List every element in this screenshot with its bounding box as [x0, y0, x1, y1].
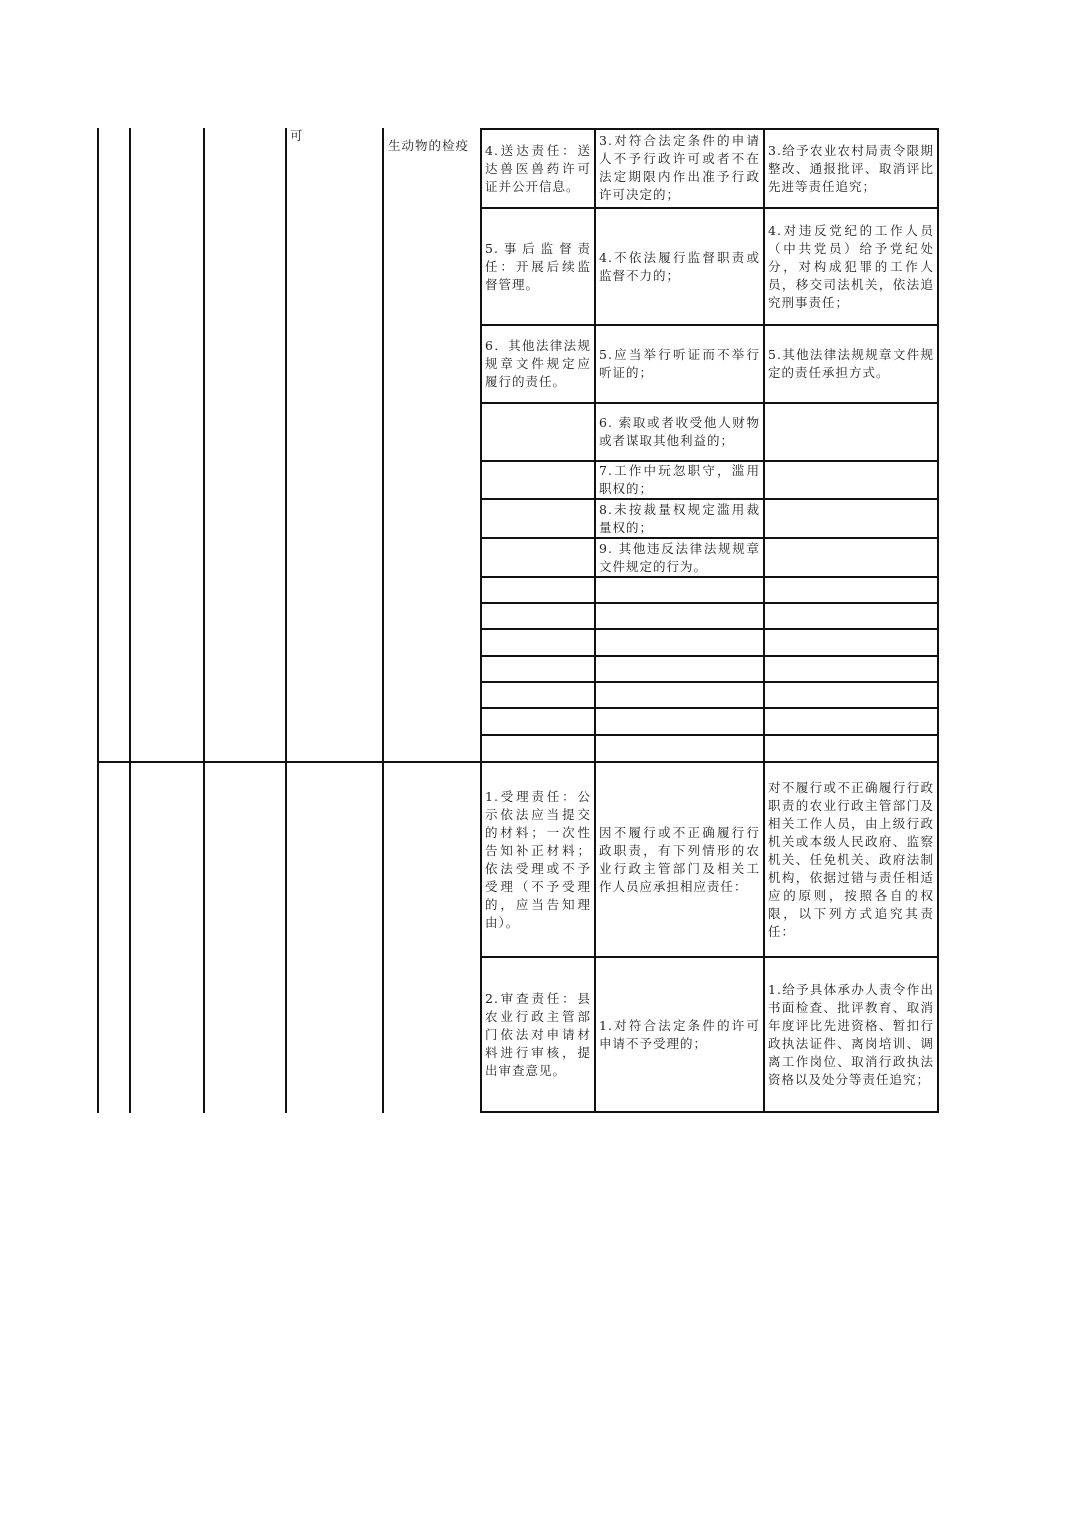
- s1-r3-duty: 6．其他法律法规规章文件规定应履行的责任。: [485, 338, 591, 389]
- s1-line-e6: [480, 734, 938, 736]
- s1-r6-case: 8.未按裁量权规定滥用裁量权的；: [599, 501, 760, 535]
- s1-r4-case: 6. 索取或者收受他人财物或者谋取其他利益的；: [599, 415, 760, 448]
- s1-r2-duty: 5.事后监督责任：开展后续监督管理。: [485, 240, 591, 292]
- col4-fragment: 可: [290, 128, 304, 143]
- s1-line-e1: [480, 602, 938, 604]
- s2-bottom-line: [480, 1111, 938, 1113]
- s1-r3-case: 5.应当举行听证而不举行听证的；: [599, 347, 760, 380]
- s1-line-e5: [480, 707, 938, 709]
- s1-r1-case: 3.对符合法定条件的申请人不予行政许可或者不在法定期限内作出准予行政许可决定的；: [599, 133, 760, 202]
- s1-line-r7: [480, 576, 938, 578]
- s1-r7-case: 9. 其他违反法律法规规章文件规定的行为。: [599, 540, 760, 574]
- s1-r1-method: 3.给予农业农村局责令限期整改、通报批评、取消评比先进等责任追究；: [768, 142, 934, 194]
- s1-line-e2: [480, 628, 938, 630]
- col-line-3: [203, 128, 205, 1113]
- s1-r5-case: 7.工作中玩忽职守，滥用职权的；: [599, 463, 760, 496]
- col-line-2: [129, 128, 131, 1113]
- s1-line-e4: [480, 681, 938, 683]
- s2-r1-case: 因不履行或不正确履行行政职责，有下列情形的农业行政主管部门及相关工作人员应承担相应责任：: [599, 824, 760, 894]
- s1-r2-case: 4.不依法履行监督职责或监督不力的；: [599, 249, 760, 283]
- s2-r2-method: 1.给予具体承办人责令作出书面检查、批评教育、取消年度评比先进资格、暂扣行政执法证件、离岗培训、调离工作岗位、取消行政执法资格以及处分等责任追究；: [768, 981, 934, 1087]
- s1-r1-duty: 4.送达责任：送达兽医兽药许可证并公开信息。: [485, 142, 591, 194]
- col-line-9: [937, 128, 939, 1113]
- s2-r1-method: 对不履行或不正确履行行政职责的农业行政主管部门及相关工作人员，由上级行政机关或本级人民政府、监察机关、任免机关、政府法制机构，依据过错与责任相适应的原则，按照各自的权限，以下列方式追究其责任：: [768, 779, 934, 939]
- col-line-5: [382, 128, 384, 1113]
- col5-fragment: 生动物的检疫: [388, 138, 470, 153]
- col-line-4: [285, 128, 287, 1113]
- s1-r2-method: 4.对违反党纪的工作人员（中共党员）给予党纪处分，对构成犯罪的工作人员，移交司法机关，依法追究刑事责任；: [768, 222, 934, 310]
- s2-r2-duty: 2.审查责任：县农业行政主管部门依法对申请材料进行审核，提出审查意见。: [485, 990, 591, 1078]
- s1-line-e3: [480, 655, 938, 657]
- s1-r3-method: 5.其他法律法规规章文件规定的责任承担方式。: [768, 347, 934, 380]
- col-line-1: [97, 128, 99, 1113]
- s2-r2-case: 1.对符合法定条件的许可申请不予受理的；: [599, 1017, 760, 1051]
- s2-r1-duty: 1.受理责任：公示依法应当提交的材料；一次性告知补正材料；依法受理或不予受理（不予受理的，应当告知理由）。: [485, 788, 591, 930]
